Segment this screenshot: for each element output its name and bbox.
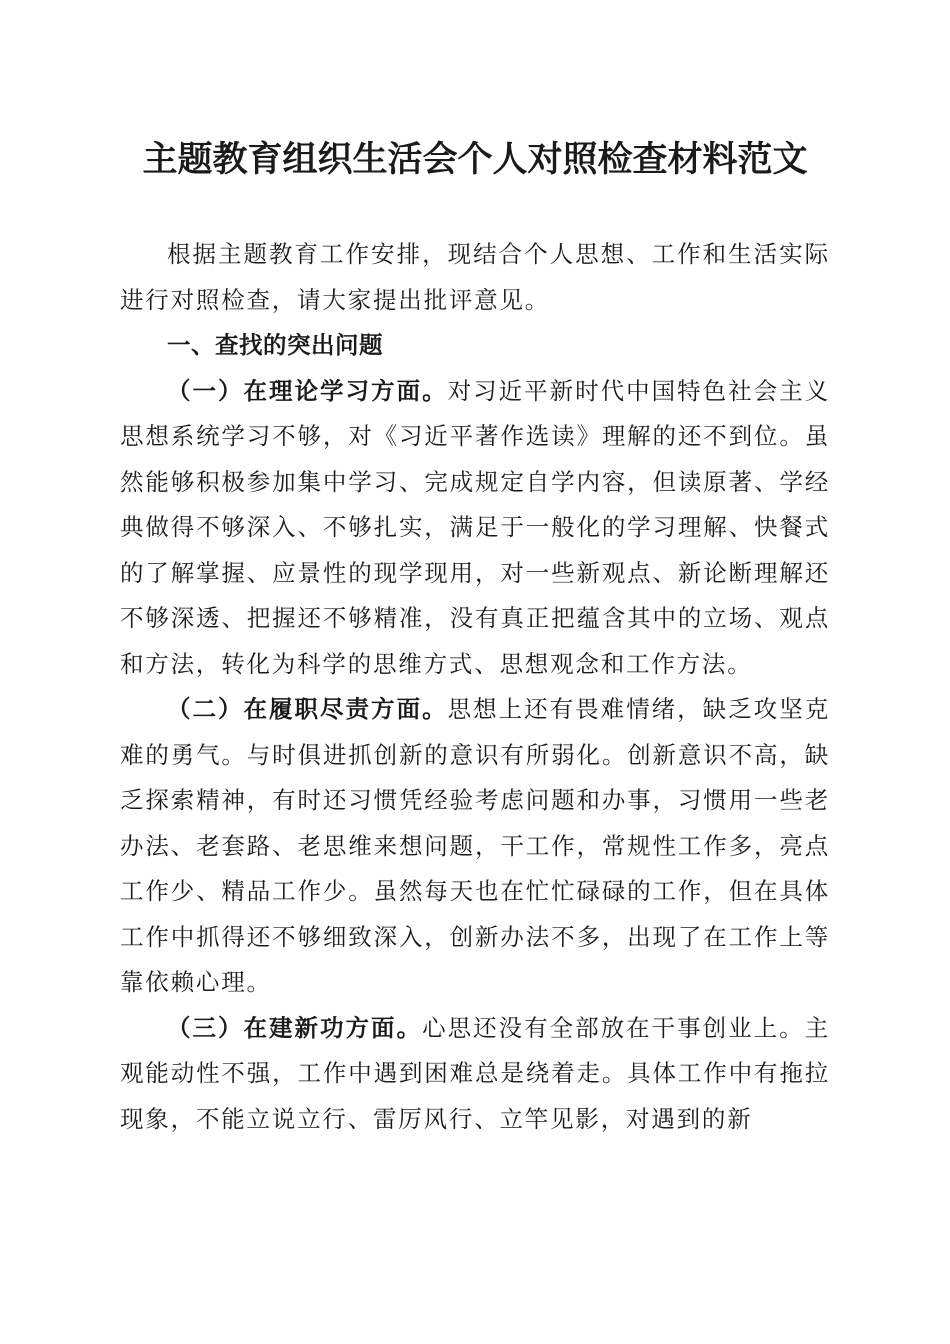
paragraph-duty-performance xyxy=(120,687,830,1006)
paragraph-text: 对习近平新时代中国特色社会主义思想系统学习不够，对《习近平著作选读》理解的还不到位。虽然能够积极参加集中学习、完成规定自学内容，但读原著、学经典做得不够深入、不够扎实，满足于一般化的学习理解、快餐式的了解掌握、应景性的现学现用，对一些新观点、新论断理解还不够深透、把握还不够精准，没有真正把蕴含其中的立场、观点和方法，转化为科学的思维方式、思想观念和工作方法。 xyxy=(120,376,830,678)
paragraph-text: 心思还没有全部放在干事创业上。主观能动性不强，工作中遇到困难总是绕着走。具体工作中有拖拉现象，不能立说立行、雷厉风行、立竿见影，对遇到的新 xyxy=(120,1013,830,1133)
paragraph-new-contributions xyxy=(120,1006,830,1143)
paragraph-text: 思想上还有畏难情绪，缺乏攻坚克难的勇气。与时俱进抓创新的意识有所弱化。创新意识不高，缺乏探索精神，有时还习惯凭经验考虑问题和办事，习惯用一些老办法、老套路、老思维来想问题，干工作，常规性工作多，亮点工作少、精品工作少。虽然每天也在忙忙碌碌的工作，但在具体工作中抓得还不够细致深入，创新办法不多，出现了在工作上等靠依赖心理。 xyxy=(120,695,830,996)
section-heading: 一、查找的突出问题 xyxy=(167,331,383,359)
document-body xyxy=(120,232,830,1142)
paragraph-theory-study xyxy=(120,369,830,688)
paragraph-lead: （二）在履职尽责方面。 xyxy=(167,695,448,723)
paragraph-lead: （一）在理论学习方面。 xyxy=(167,376,448,405)
intro-paragraph: 根据主题教育工作安排，现结合个人思想、工作和生活实际进行对照检查，请大家提出批评意见。 xyxy=(120,240,830,314)
document-title: 主题教育组织生活会个人对照检查材料范文 xyxy=(142,139,808,180)
paragraph-lead: （三）在建新功方面。 xyxy=(167,1013,423,1042)
